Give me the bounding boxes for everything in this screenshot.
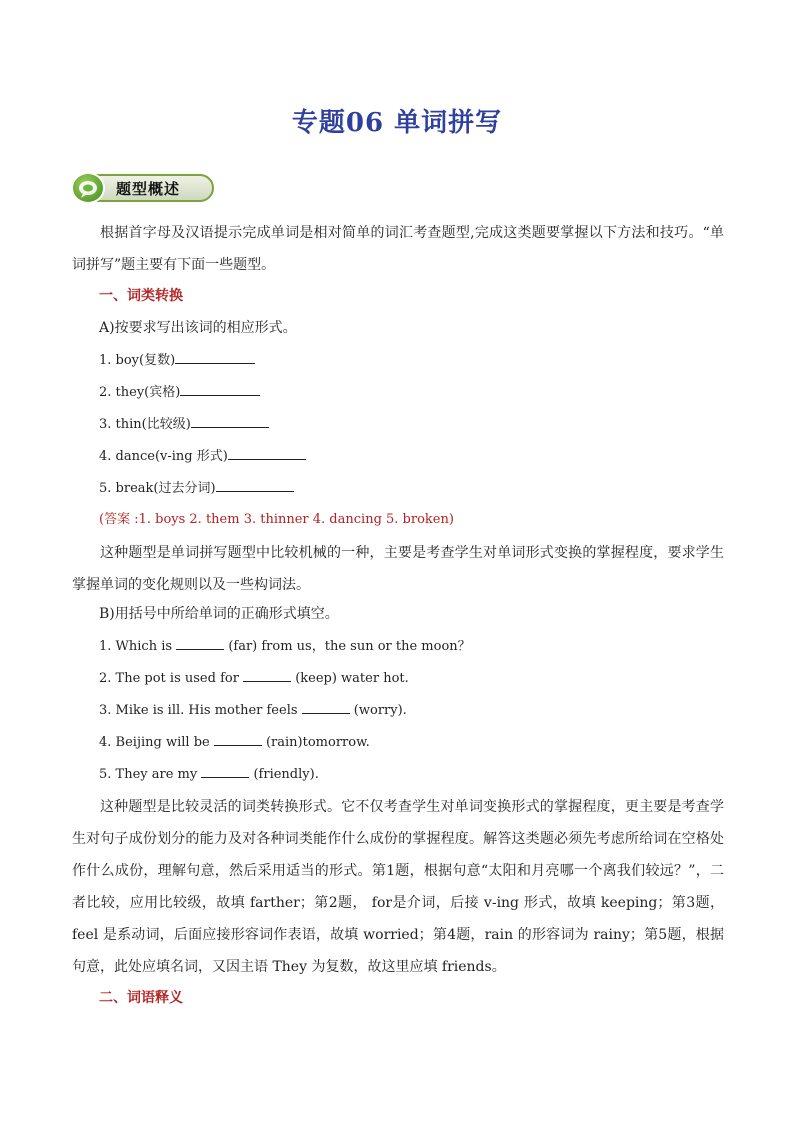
partB-item-after: (keep) water hot.	[291, 671, 409, 686]
answer-blank	[180, 382, 260, 396]
partB-item-after: (friendly).	[249, 767, 319, 782]
partA-item-text: 4. dance(v-ing 形式)	[99, 449, 228, 464]
partB-item-1	[99, 636, 471, 657]
partB-instruction: B)用括号中所给单词的正确形式填空。	[99, 606, 339, 622]
partA-instruction: A)按要求写出该词的相应形式。	[99, 320, 297, 336]
answer-blank	[191, 414, 269, 428]
answer-blank	[175, 350, 255, 364]
partA-item-text: 1. boy(复数)	[99, 353, 176, 368]
intro-paragraph: 根据首字母及汉语提示完成单词是相对简单的词汇考查题型,完成这类题要掌握以下方法和技巧。“单词拼写”题主要有下面一些题型。	[72, 225, 724, 273]
badge-label: 题型概述	[116, 180, 181, 198]
partB-item-after: (rain)tomorrow.	[261, 735, 370, 750]
partB-item-before: 5. They are my	[99, 767, 202, 782]
partA-item-text: 2. they(宾格)	[99, 385, 181, 400]
partB-item-2	[99, 668, 409, 689]
answer-blank	[214, 732, 262, 746]
partA-comment: 这种题型是单词拼写题型中比较机械的一种，主要是考查学生对单词形式变换的掌握程度，要求学生掌握单词的变化规则以及一些构词法。	[72, 545, 724, 593]
section-badge	[72, 172, 216, 204]
partA-answer: (答案 :1. boys 2. them 3. thinner 4. dancing 5. broken)	[99, 512, 454, 527]
answer-blank	[216, 478, 294, 492]
partB-item-5	[99, 764, 319, 785]
answer-blank	[243, 668, 291, 682]
answer-blank	[228, 446, 306, 460]
partA-item-4	[99, 446, 306, 467]
partB-item-after: (far) from us，the sun or the moon？	[224, 639, 471, 654]
speech-bubble-icon	[71, 172, 105, 204]
partB-item-before: 2. The pot is used for	[99, 671, 244, 686]
partB-item-before: 4. Beijing will be	[99, 735, 214, 750]
partB-item-4	[99, 732, 370, 753]
partB-item-3	[99, 700, 407, 721]
partA-item-3	[99, 414, 269, 435]
partA-item-text: 3. thin(比较级)	[99, 417, 191, 432]
partB-item-before: 1. Which is	[99, 639, 177, 654]
partA-item-5	[99, 478, 294, 499]
partB-item-before: 3. Mike is ill. His mother feels	[99, 703, 302, 718]
answer-blank	[176, 636, 224, 650]
partA-item-text: 5. break(过去分词)	[99, 481, 216, 496]
answer-blank	[201, 764, 249, 778]
partB-comment: 这种题型是比较灵活的词类转换形式。它不仅考查学生对单词变换形式的掌握程度，更主要是考查学生对句子成份划分的能力及对各种词类能作什么成份的掌握程度。解答这类题必须先考虑所给词在空格处作什么成份，理解句意，然后采用适当的形式。第1题，根据句意“太阳和月亮哪一个离我们较远？”，二者比较，应用比较级，故填 farther；第2题， for是介词，后接 v-ing 形式，故填 keeping；第3题，feel 是系动词，后面应接形容词作表语，故填 worried；第4题，rain 的形容词为 rainy；第5题，根据句意，此处应填名词，又因主语 They 为复数，故这里应填 friends。	[72, 799, 724, 975]
partB-item-after: (worry).	[349, 703, 407, 718]
partA-item-1	[99, 350, 255, 371]
answer-blank	[302, 700, 350, 714]
partA-item-2	[99, 382, 260, 403]
section2-heading: 二、词语释义	[99, 990, 183, 1006]
section1-heading: 一、词类转换	[99, 288, 183, 304]
page-title: 专题06 单词拼写	[291, 108, 503, 138]
